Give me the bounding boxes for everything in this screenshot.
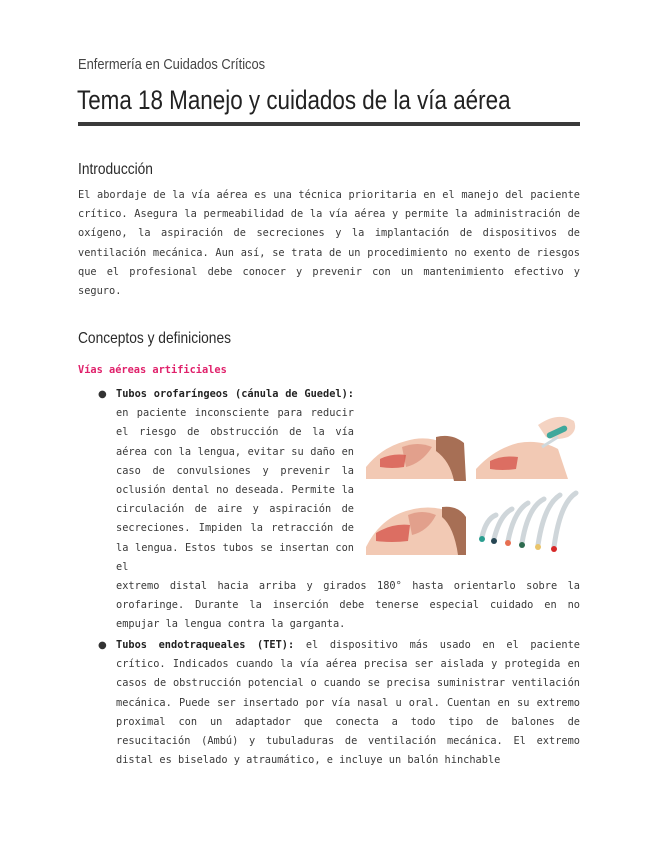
section-heading-concepts: Conceptos y definiciones [78,330,231,347]
course-name: Enfermería en Cuidados Críticos [78,56,266,73]
bullet-icon: ● [98,640,107,651]
bullet-icon: ● [98,389,107,400]
cannula-insertion-image [474,417,580,481]
list-item-guedel-wrapped: Tubos orofaríngeos (cánula de Guedel): en paciente inconsciente para reducir el riesgo de obstrucción de la vía aérea con la lengua, evitar su daño en caso de convulsiones y prevenir la oclusión dental no deseada. Permite la circulación de aire y aspiración de secreciones. Impiden la retracción de la lengua. Estos tubos se insertan con el [116,388,354,573]
section-heading-intro: Introducción [78,161,153,178]
cannula-in-place-image [362,491,466,557]
list-item-tet: Tubos endotraqueales (TET): el dispositivo más usado en el paciente crítico. Indicados cuando la vía aérea precisa ser aislada y protegida en casos de obstrucción potencial o cuando se precisa suministrar ventilación mecánica. Puede ser insertado por vía nasal u oral. Cuentan en su extremo proximal con un adaptador que conecta a todo tipo de balones de resucitación (Ambú) y tubuladuras de ventilación mecánica. El extremo distal es biselado y atraumático, e incluye un balón hinchable [116,639,580,767]
guedel-description: en paciente inconsciente para reducir el riesgo de obstrucción de la vía aérea con la lengua, evitar su daño en caso de convulsiones y prevenir la oclusión dental no deseada. Permite la circulación de aire y aspiración de secreciones. Impiden la retracción de la lengua. Estos tubos se insertan con el [116,407,354,573]
tet-description: el dispositivo más usado en el paciente crítico. Indicados cuando la vía aérea precisa ser aislada y protegida en casos de obstrucción potencial o cuando se precisa suministrar ventilación mecánica. Puede ser insertado por vía nasal u oral. Cuentan en su extremo proximal con un adaptador que conecta a todo tipo de balones de resucitación (Ambú) y tubuladuras de ventilación mecánica. El extremo distal es biselado y atraumático, e incluye un balón hinchable [116,639,580,767]
page-title: Tema 18 Manejo y cuidados de la vía aérea [77,85,511,115]
guedel-cannula-sizes-image [474,491,580,557]
title-divider [78,122,580,126]
list-item-guedel-continued: extremo distal hacia arriba y girados 180° hasta orientarlo sobre la orofaringe. Durante la inserción debe tenerse especial cuidado en no empujar la lengua contra la garganta. [116,580,580,631]
head-tilt-image [362,419,466,481]
airway-illustration [362,407,580,557]
subsection-heading: Vías aéreas artificiales [78,364,227,376]
intro-paragraph: El abordaje de la vía aérea es una técnica prioritaria en el manejo del paciente crítico. Asegura la permeabilidad de la vía aérea y permite la administración de oxígeno, la aspiración de secreciones y la implantación de dispositivos de ventilación mecánica. Aun así, se trata de un procedimiento no exento de riesgos que el profesional debe conocer y prevenir con un mantenimiento efectivo y seguro. [78,189,580,298]
term-guedel: Tubos orofaríngeos (cánula de Guedel) [116,388,348,400]
term-tet: Tubos endotraqueales (TET) [116,639,288,651]
